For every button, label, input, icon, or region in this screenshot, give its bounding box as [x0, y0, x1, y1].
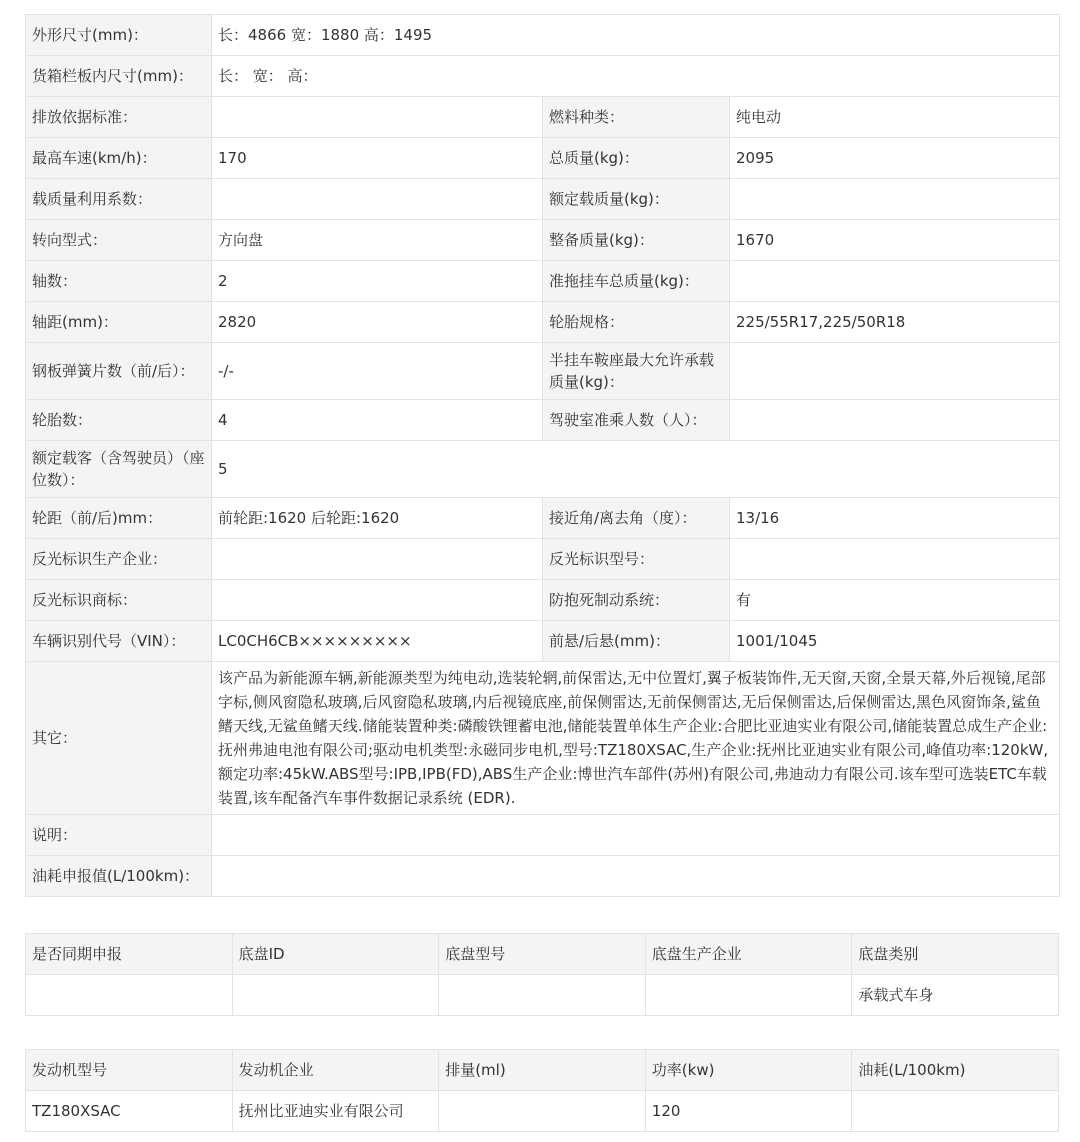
spec-label: 轴数：: [26, 261, 212, 302]
spec-label: 反光标识生产企业：: [26, 539, 212, 580]
spec-label: 最高车速(km/h)：: [26, 138, 212, 179]
spec-label: 转向型式：: [26, 220, 212, 261]
column-header: 底盘型号: [439, 934, 646, 975]
chassis-table: [25, 933, 1059, 1016]
spec-value: 2095: [730, 138, 1060, 179]
spec-row: [26, 621, 1060, 662]
spec-value: [730, 539, 1060, 580]
spec-label: 接近角/离去角（度）：: [543, 498, 730, 539]
column-header: 底盘ID: [232, 934, 439, 975]
spec-value: [730, 343, 1060, 400]
spec-value: [730, 179, 1060, 220]
spec-label: 轮胎数：: [26, 400, 212, 441]
table-cell: [645, 975, 852, 1016]
table-cell: [232, 975, 439, 1016]
spec-value: [730, 261, 1060, 302]
spec-value: 长： 宽： 高：: [212, 56, 1060, 97]
spec-row: [26, 138, 1060, 179]
spec-label: 驾驶室准乘人数（人）：: [543, 400, 730, 441]
spec-label: 外形尺寸(mm)：: [26, 15, 212, 56]
spec-label: 轮距（前/后)mm：: [26, 498, 212, 539]
spec-value: [212, 580, 543, 621]
column-header: 底盘类别: [852, 934, 1059, 975]
spec-value: 1001/1045: [730, 621, 1060, 662]
table-cell: 120: [645, 1091, 852, 1132]
table-cell: TZ180XSAC: [26, 1091, 233, 1132]
table-row: [26, 1091, 1059, 1132]
spec-row: [26, 343, 1060, 400]
spec-label: 车辆识别代号（VIN）：: [26, 621, 212, 662]
table-header-row: [26, 1050, 1059, 1091]
spec-value: 2820: [212, 302, 543, 343]
spec-value: [212, 856, 1060, 897]
spec-label: 载质量利用系数：: [26, 179, 212, 220]
column-header: 功率(kw): [645, 1050, 852, 1091]
spec-row: [26, 220, 1060, 261]
spec-value: 1670: [730, 220, 1060, 261]
spec-label: 货箱栏板内尺寸(mm)：: [26, 56, 212, 97]
spec-value: [212, 815, 1060, 856]
table-header-row: [26, 934, 1059, 975]
spec-value: 5: [212, 441, 1060, 498]
spec-label: 油耗申报值(L/100km)：: [26, 856, 212, 897]
spec-value: 有: [730, 580, 1060, 621]
spec-value: LC0CH6CB×××××××××: [212, 621, 543, 662]
spec-label: 反光标识型号：: [543, 539, 730, 580]
spec-label: 半挂车鞍座最大允许承载质量(kg)：: [543, 343, 730, 400]
spec-row-passengers: [26, 441, 1060, 498]
table-cell: 承载式车身: [852, 975, 1059, 1016]
spec-row: [26, 580, 1060, 621]
spec-row-other: [26, 662, 1060, 815]
spec-value-other: 该产品为新能源车辆,新能源类型为纯电动,选装轮辋,前保雷达,无中位置灯,翼子板装饰件,无天窗,天窗,全景天幕,外后视镜,尾部字标,侧风窗隐私玻璃,后风窗隐私玻璃,内后视镜底座,前保侧雷达,无前保侧雷达,无后保侧雷达,后保侧雷达,黑色风窗饰条,鲨鱼鳍天线,无鲨鱼鳍天线.储能装置种类:磷酸铁锂蓄电池,储能装置单体生产企业:合肥比亚迪实业有限公司,储能装置总成生产企业:抚州弗迪电池有限公司;驱动电机类型:永磁同步电机,型号:TZ180XSAC,生产企业:抚州比亚迪实业有限公司,峰值功率:120kW,额定功率:45kW.ABS型号:IPB,IPB(FD),ABS生产企业:博世汽车部件(苏州)有限公司,弗迪动力有限公司.该车型可选装ETC车载装置,该车配备汽车事件数据记录系统 (EDR).: [212, 662, 1060, 815]
spec-row: [26, 97, 1060, 138]
spec-row-cargo-dims: [26, 56, 1060, 97]
spec-label: 准拖挂车总质量(kg)：: [543, 261, 730, 302]
spec-row-dimensions: [26, 15, 1060, 56]
column-header: 排量(ml): [439, 1050, 646, 1091]
table-cell: [439, 1091, 646, 1132]
spec-label: 排放依据标准：: [26, 97, 212, 138]
spec-label: 额定载客（含驾驶员）（座位数）：: [26, 441, 212, 498]
spec-label: 总质量(kg)：: [543, 138, 730, 179]
table-cell: [439, 975, 646, 1016]
spec-row: [26, 400, 1060, 441]
spec-value: 前轮距:1620 后轮距:1620: [212, 498, 543, 539]
spec-label: 燃料种类：: [543, 97, 730, 138]
spec-value: 方向盘: [212, 220, 543, 261]
spec-value: 2: [212, 261, 543, 302]
spec-label: 反光标识商标：: [26, 580, 212, 621]
table-cell: 抚州比亚迪实业有限公司: [232, 1091, 439, 1132]
spec-value: 170: [212, 138, 543, 179]
column-header: 底盘生产企业: [645, 934, 852, 975]
spec-label: 钢板弹簧片数（前/后）：: [26, 343, 212, 400]
spec-label: 防抱死制动系统：: [543, 580, 730, 621]
spec-label: 轴距(mm)：: [26, 302, 212, 343]
spec-value: [212, 539, 543, 580]
spec-value: 4: [212, 400, 543, 441]
spec-value: 长：4866 宽：1880 高：1495: [212, 15, 1060, 56]
spec-row: [26, 539, 1060, 580]
spec-row-notes: [26, 815, 1060, 856]
column-header: 发动机型号: [26, 1050, 233, 1091]
column-header: 发动机企业: [232, 1050, 439, 1091]
spec-label: 说明：: [26, 815, 212, 856]
vehicle-spec-table: [25, 14, 1060, 897]
spec-row: [26, 179, 1060, 220]
spec-value: 13/16: [730, 498, 1060, 539]
spec-value: -/-: [212, 343, 543, 400]
spec-value: [212, 179, 543, 220]
spec-row: [26, 302, 1060, 343]
spec-label: 轮胎规格：: [543, 302, 730, 343]
table-cell: [852, 1091, 1059, 1132]
spec-label: 额定载质量(kg)：: [543, 179, 730, 220]
table-cell: [26, 975, 233, 1016]
spec-label: 其它：: [26, 662, 212, 815]
column-header: 是否同期申报: [26, 934, 233, 975]
spec-row: [26, 261, 1060, 302]
spec-value: [730, 400, 1060, 441]
spec-label: 整备质量(kg)：: [543, 220, 730, 261]
spec-label: 前悬/后悬(mm)：: [543, 621, 730, 662]
spec-value: [212, 97, 543, 138]
spec-row: [26, 498, 1060, 539]
table-row: [26, 975, 1059, 1016]
spec-value: 225/55R17,225/50R18: [730, 302, 1060, 343]
spec-row-fuel: [26, 856, 1060, 897]
engine-table: [25, 1049, 1059, 1132]
spec-value: 纯电动: [730, 97, 1060, 138]
column-header: 油耗(L/100km): [852, 1050, 1059, 1091]
